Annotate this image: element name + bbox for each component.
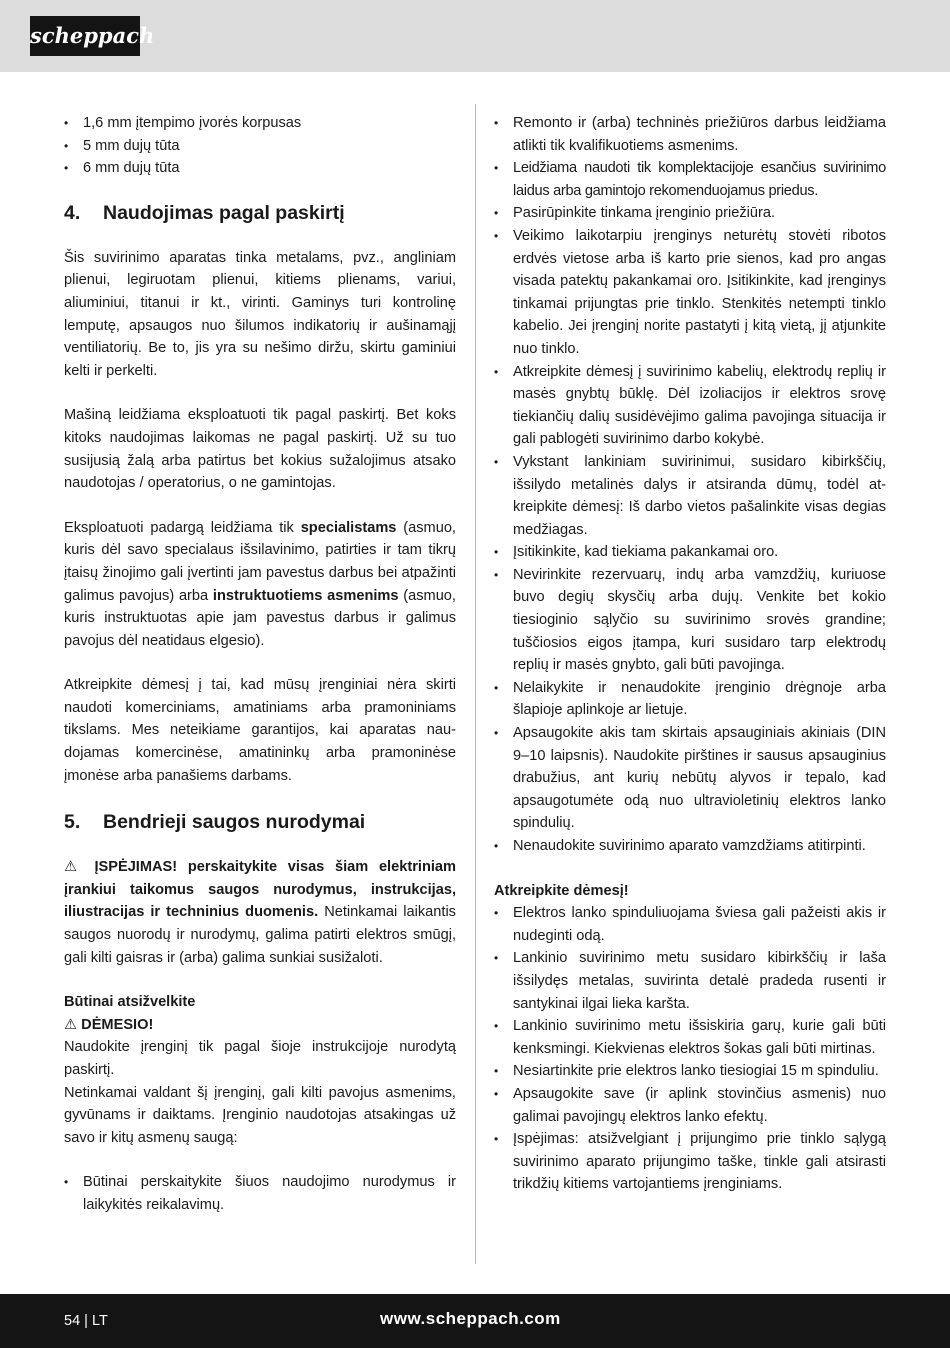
list-item: • Remonto ir (arba) techninės priežiūros darbus leidžiama atlikti tik kvalifikuotiems asmenims. (494, 112, 886, 157)
warning-bold-text: ĮSPĖJIMAS! perskaitykite visas šiam elektriniam įrankiui taikomus saugos nurodymus, instrukcijas, iliustracijas ir techninius duomenis. (64, 859, 457, 921)
list-item: • Nelaikykite ir nenaudokite įrenginio drėgnoje arba šlapioje aplinkoje ar lietuje. (494, 677, 886, 722)
paragraph: Naudokite įrenginį tik pagal šioje instrukcijoje nurodytą paskirtį. (64, 1039, 456, 1078)
final-list (64, 1171, 456, 1216)
caution-label (64, 1014, 456, 1037)
attention-list (494, 902, 886, 1196)
list-item: • Apsaugokite save (ir aplink stovinčius asmenis) nuo galimai pavojingų elektros lanko efektų. (494, 1083, 886, 1128)
right-column (494, 112, 886, 1196)
list-item: • Leidžiama naudoti tik komplektacijoje esančius suvirinimo laidus arba gamintojo rekomenduojamus priedus. (494, 157, 886, 202)
list-item: • Pasirūpinkite tinkama įrenginio priežiūra. (494, 202, 886, 225)
text-run: Eksploatuoti padargą leidžiama tik (64, 519, 301, 536)
list-item: • Lankinio suvirinimo metu susidaro kibirkščių ir laša išsilydęs metalas, suvirinta detalė pradeda rusenti ir santykinai ilgai lieka karšta. (494, 947, 886, 1015)
paragraph: Netinkamai valdant šį įrenginį, gali kilti pavojus asmenims, gyvūnams ir daiktams. Įrenginio naudotojas atsakingas už savo ir kitų asmenų saugą: (64, 1084, 456, 1146)
column-divider (475, 104, 476, 1264)
page-header (0, 0, 950, 72)
list-item: • Nevirinkite rezervuarų, indų arba vamzdžių, kuriuose buvo degių skysčių arba dujų. Venkite bet kokio tiesioginio sąlyčio su suvirinimo srovės grandine; tuščiosios eigos įtampa, kuri susidaro tarp elektrodų replių ir masės gnybto, gali būti pavojinga. (494, 564, 886, 677)
list-item: • Įsitikinkite, kad tiekiama pakankamai oro. (494, 541, 886, 564)
text-run: (asmuo, kuris dėl savo specialaus išsilavinimo, patirties ir tam tikrų įtaisų žinojimo gali įvertinti jam pavestus darbus bei atpažinti galimus pavojus) arba (64, 519, 456, 604)
scheppach-logo: scheppach (30, 16, 140, 56)
list-item: • Įspėjimas: atsižvelgiant į prijungimo prie tinklo sąlygą suvirinimo aparato prijungimo taške, tinkle gali atsirasti trikdžių kitiems vartojantiems įrenginiams. (494, 1128, 886, 1196)
list-item: • Nesiartinkite prie elektros lanko tiesiogiai 15 m spinduliu. (494, 1060, 886, 1083)
list-item: • 5 mm dujų tūta (64, 135, 456, 158)
paragraph: Atkreipkite dėmesį į tai, kad mūsų įrenginiai nėra skirti naudoti komerciniams, amatiniams arba pramoniniams tikslams. Mes neteikiame garantijos, kai aparatas naudojamas komercinėse, amatininkų arba pramoninėse įmonėse arba panašiems darbams. (64, 677, 456, 784)
text-run: (asmuo, kuris instruktuotas apie jam pavestus darbus ir galimus pavojus dėl neatidaus elgesio). (64, 587, 456, 649)
list-item: • Vykstant lankiniam suvirinimui, susidaro kibirkščių, išsilydo metalinės dalys ir atsiranda dūmų, todėl atkreipkite dėmesį: Iš darbo vietos pašalinkite visas degias medžiagas. (494, 451, 886, 541)
warning-triangle-icon: ⚠ (64, 859, 84, 876)
list-item: • Nenaudokite suvirinimo aparato vamzdžiams atitirpinti. (494, 835, 886, 858)
list-item: • Būtinai perskaitykite šiuos naudojimo nurodymus ir laikykitės reikalavimų. (64, 1171, 456, 1216)
list-item: • Lankinio suvirinimo metu išsiskiria garų, kurie gali būti kenksmingi. Kiekvienas elektros šokas gali būti mirtinas. (494, 1015, 886, 1060)
list-item: • 6 mm dujų tūta (64, 157, 456, 180)
page-number: 54 | LT (64, 1313, 108, 1329)
section-4-heading (64, 201, 456, 225)
section-title: Bendrieji saugos nurodymai (103, 811, 366, 834)
caution-text: DĖMESIO! (81, 1016, 154, 1033)
warning-paragraph (64, 856, 456, 969)
section-number: 4. (64, 201, 81, 224)
warning-triangle-icon: ⚠ (64, 1016, 78, 1033)
bold-term: specialistams (300, 519, 397, 536)
paragraph: Mašiną leidžiama eksploatuoti tik pagal paskirtį. Bet koks kitoks naudojimas laikomas ne pagal paskirtį. Už su tuo susijusią žalą arba patirtus bet kokius sužalojimus atsako naudotojas / operatorius, o ne gamintojas. (64, 407, 456, 492)
left-column (64, 112, 456, 1217)
attention-title: Atkreipkite dėmesį! (494, 882, 629, 899)
paragraph: Šis suvirinimo aparatas tinka metalams, pvz., angliniam plienui, legiruotam plienui, kitiems plienams, variui, aliuminiui, titanui ir kt., virinti. Gaminys turi kontrolinę lemputę, apsaugos nuo šilumos indikatorių ir aušinamąjį ventiliatorių. Be to, jis yra su nešimo diržu, skirtu gaminiui kelti ir perkelti. (64, 249, 456, 379)
section-title: Naudojimas pagal paskirtį (103, 201, 345, 224)
website-url: www.scheppach.com (380, 1309, 561, 1328)
paragraph (64, 517, 456, 653)
page-footer (0, 1294, 950, 1348)
list-item: • Atkreipkite dėmesį į suvirinimo kabelių, elektrodų replių ir masės gnybtų būklę. Dėl izoliacijos ir elektros srovę tiekiančių dalių susidėvėjimo galima pavojinga situacija ir gali pablogėti suvirinimo darbo kokybė. (494, 361, 886, 451)
section-5-heading (64, 810, 456, 834)
list-item: • Elektros lanko spinduliuojama šviesa gali pažeisti akis ir nudeginti odą. (494, 902, 886, 947)
list-item: • Veikimo laikotarpiu įrenginys neturėtų stovėti ribotos erdvės vietose arba iš karto prie sienos, kad pro angas visada patektų pakankamai oro. Įsitikinkite, kad įrenginys tinkamai prijungtas prie tinklo. Stenkitės netempti tinklo kabelio. Jei įrenginį norite pastatyti į kitą vietą, jį atjunkite nuo tinklo. (494, 225, 886, 361)
text-run: Netinkamai laikantis saugos nuorodų ir nurodymų, galima patirti elektros smūgį, gali kilti gaisras ir (arba) galima sunkiai susižaloti. (64, 904, 456, 966)
section-number: 5. (64, 811, 81, 834)
list-item: • 1,6 mm įtempimo įvorės korpusas (64, 112, 456, 135)
intro-list (64, 112, 456, 180)
subheading: Būtinai atsižvelkite (64, 994, 196, 1011)
bold-term: instruktuotiems asmenims (212, 587, 399, 604)
list-item: • Apsaugokite akis tam skirtais apsauginiais akiniais (DIN 9–10 laipsnis). Naudokite pirštines ir sausus apsauginius drabužius, ant kurių nebūtų alyvos ir tepalo, kad apsaugotumėte odą nuo ultravioletinių elektros lanko spindulių. (494, 722, 886, 835)
safety-list (494, 112, 886, 858)
